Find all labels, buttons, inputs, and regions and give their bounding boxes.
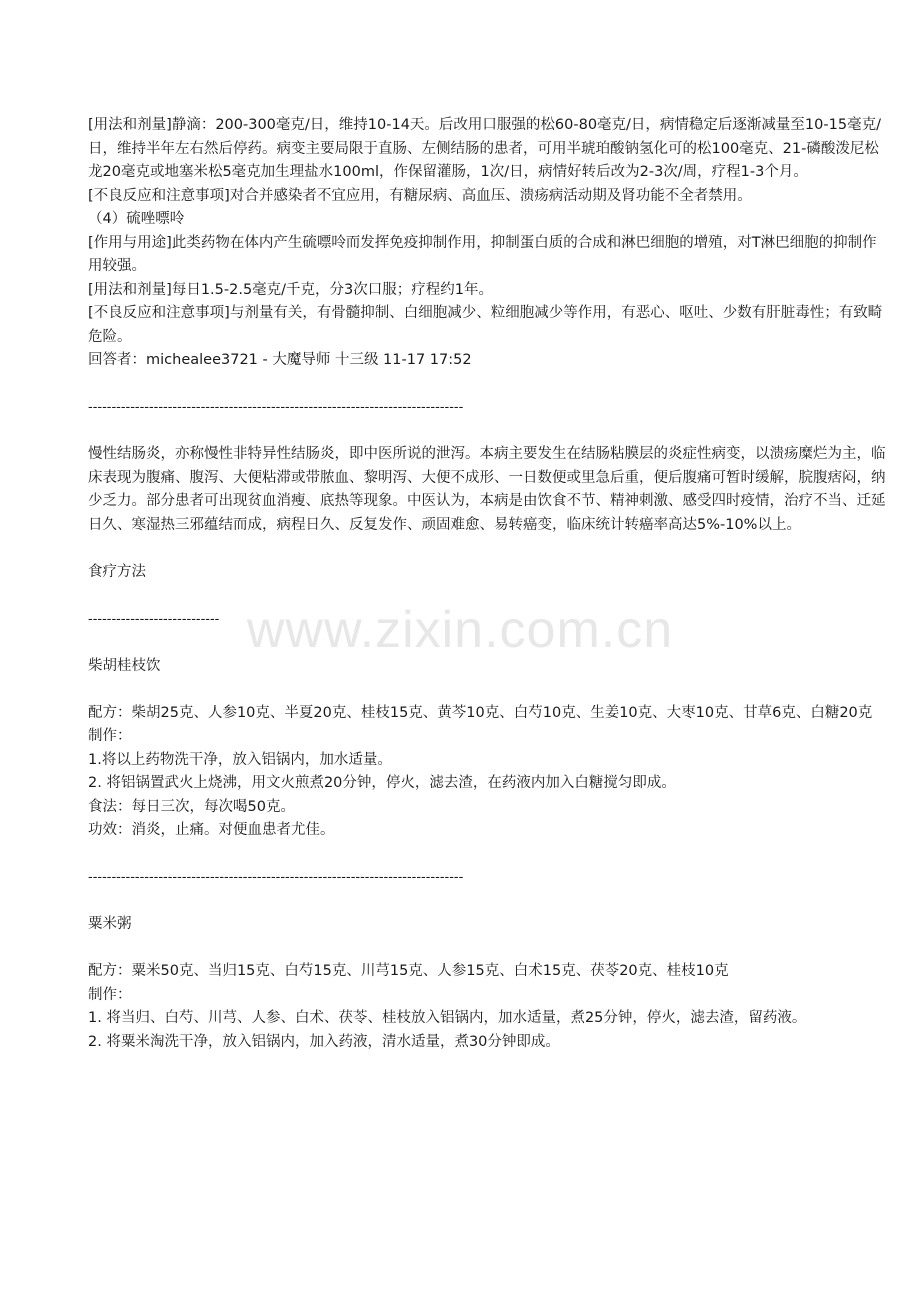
recipe-make-label: 制作： <box>88 986 132 1003</box>
answerer-line: 回答者：michealee3721 - 大魔导师 十三级 11-17 17:52 <box>88 352 472 368</box>
recipe-step: 2. 将铝锅置武火上烧沸，用文火煎煮20分钟，停火，滤去渣，在药液内加入白糖搅匀即成。 <box>88 775 676 791</box>
adverse-effects-paragraph-2: [不良反应和注意事项]与剂量有关，有骨髓抑制、白细胞减少、粒细胞减少等作用，有恶心、呕吐、少数有肝脏毒性；有致畸危险。 <box>88 305 883 345</box>
separator-line: -------------------------------------------------------------------------------- <box>88 870 464 885</box>
adverse-effects-paragraph: [不良反应和注意事项]对合并感染者不宜应用，有糖尿病、高血压、溃疡病活动期及肾功能不全者禁用。 <box>88 187 752 204</box>
separator-short-line: ---------------------------- <box>88 611 220 627</box>
recipe-title: 粟米粥 <box>88 916 132 932</box>
separator-line: -------------------------------------------------------------------------------- <box>88 400 464 415</box>
recipe-formula: 配方：柴胡25克、人参10克、半夏20克、桂枝15克、黄芩10克、白芍10克、生姜10克、大枣10克、甘草6克、白糖20克 <box>88 704 873 721</box>
drug-title: （4）硫唑嘌呤 <box>88 211 185 227</box>
document-body <box>88 114 888 1054</box>
recipe-title: 柴胡桂枝饮 <box>88 657 161 674</box>
usage-dosage-paragraph: [用法和剂量]静滴：200-300毫克/日，维持10-14天。后改用口服强的松60-80毫克/日，病情稳定后逐渐减量至10-15毫克/日，维持半年左右然后停药。病变主要局限于直肠、左侧结肠的患者，可用半琥珀酸钠氢化可的松100毫克、21-磷酸泼尼松龙20毫克或地塞米松5毫克加生理盐水100ml，作保留灌肠，1次/日，病情好转后改为2-3次/周，疗程1-3个月。 <box>88 117 881 180</box>
recipe-step: 1.将以上药物洗干净，放入铝锅内，加水适量。 <box>88 751 392 768</box>
recipe-formula: 配方：粟米50克、当归15克、白芍15克、川芎15克、人参15克、白术15克、茯苓20克、桂枝10克 <box>88 963 729 979</box>
intro-paragraph: 慢性结肠炎，亦称慢性非特异性结肠炎，即中医所说的泄泻。本病主要发生在结肠粘膜层的炎症性病变，以溃疡糜烂为主，临床表现为腹痛、腹泻、大便粘滞或带脓血、黎明泻、大便不成形、一日数便或里急后重，便后腹痛可暂时缓解，脘腹痞闷，纳少乏力。部分患者可出现贫血消瘦、底热等现象。中医认为，本病是由饮食不节、精神刺激、感受四时疫情，治疗不当、迁延日久、寒湿热三邪蕴结而成，病程日久、反复发作、顽固难愈、易转癌变，临床统计转癌率高达5%-10%以上。 <box>88 446 886 533</box>
recipe-step: 1. 将当归、白芍、川芎、人参、白术、茯苓、桂枝放入铝锅内，加水适量，煮25分钟，停火，滤去渣，留药液。 <box>88 1010 807 1026</box>
recipe-effect: 功效：消炎，止痛。对便血患者尤佳。 <box>88 822 335 838</box>
recipe-make-label: 制作： <box>88 728 132 744</box>
watermark: www.zixin.com.cn <box>246 601 674 659</box>
diet-heading: 食疗方法 <box>88 563 146 580</box>
recipe-step: 2. 将粟米淘洗干净，放入铝锅内，加入药液，清水适量，煮30分钟即成。 <box>88 1033 560 1050</box>
recipe-eat: 食法：每日三次，每次喝50克。 <box>88 798 295 815</box>
usage-dosage-paragraph-2: [用法和剂量]每日1.5-2.5毫克/千克，分3次口服；疗程约1年。 <box>88 281 493 298</box>
action-paragraph: [作用与用途]此类药物在体内产生硫嘌呤而发挥免疫抑制作用，抑制蛋白质的合成和淋巴细胞的增殖，对T淋巴细胞的抑制作用较强。 <box>88 234 877 274</box>
